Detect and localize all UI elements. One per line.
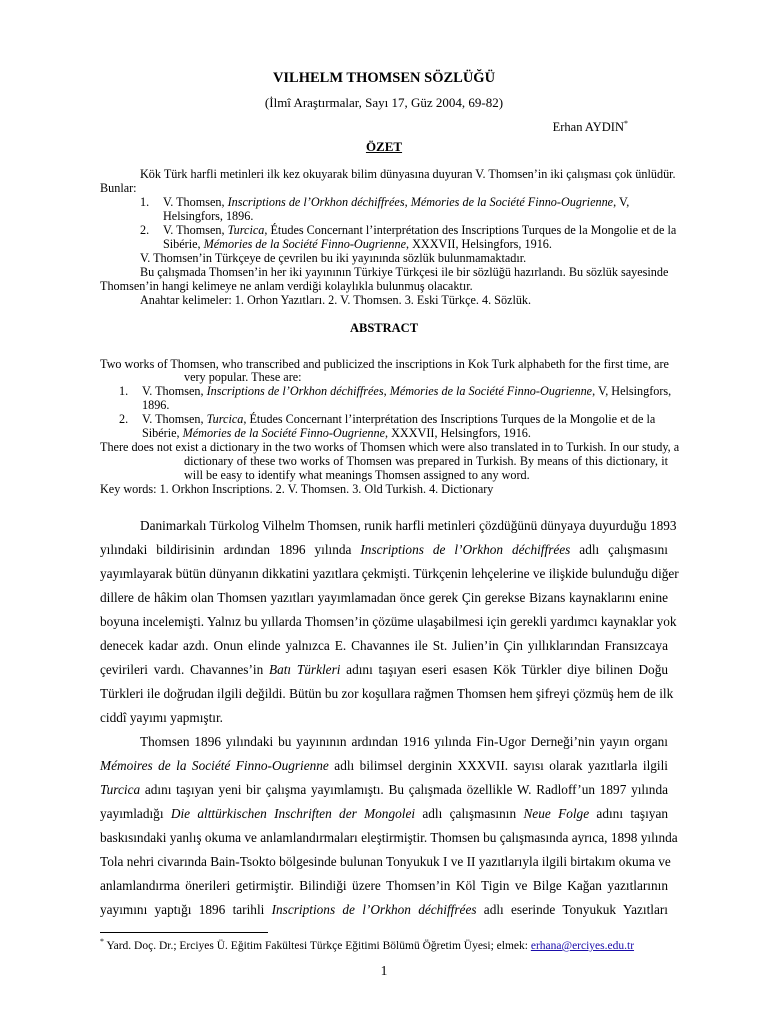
body-line: Mémoires de la Société Finno-Ougrienne adlı bilimsel derginin XXXVII. sayısı olarak yazıtlarla ilgili bbox=[100, 758, 668, 773]
body-line: Thomsen 1896 yılındaki bu yayınının ardından 1916 yılında Fin-Ugor Derneği’nin yayın organı bbox=[140, 734, 668, 749]
body-line: Danimarkalı Türkolog Vilhelm Thomsen, runik harfli metinleri çözdüğünü dünyaya duyurduğu 1893 bbox=[140, 518, 677, 533]
ozet-list-item-1: V. Thomsen, Inscriptions de l’Orkhon déchiffrées, Mémories de la Société Finno-Ougrienne, V, bbox=[163, 195, 630, 209]
body-line: yılındaki bildirisinin ardından 1896 yılında Inscriptions de l’Orkhon déchiffrées adlı çalışmasını bbox=[100, 542, 668, 557]
paper-citation: (İlmî Araştırmalar, Sayı 17, Güz 2004, 69-82) bbox=[264, 95, 504, 110]
ozet-keywords: Anahtar kelimeler: 1. Orhon Yazıtları. 2. V. Thomsen. 3. Eski Türkçe. 4. Sözlük. bbox=[140, 293, 532, 307]
body-line: dillere de hâkim olan Thomsen yazıtları yayımlamadan önce gerek Çin gerekse Bizans kaynaklarını enine bbox=[100, 590, 668, 605]
ozet-list-item-2: V. Thomsen, Turcica, Études Concernant l’interprétation des Inscriptions Turques de la Mongolie et de la bbox=[163, 223, 677, 237]
abstract-list-item-1: V. Thomsen, Inscriptions de l’Orkhon déchiffrées, Mémories de la Société Finno-Ougrienne, V, Helsingfors, bbox=[142, 384, 672, 398]
body-line: denecek kadar azdı. Onun elinde yalnızca E. Chavannes ile St. Julien’in Çin yıllıklarından Fransızcaya bbox=[100, 638, 668, 653]
body-line: yayımladığı Die alttürkischen Inschriften der Mongolei adlı çalışmasının Neue Folge adını taşıyan bbox=[100, 806, 669, 821]
body-line: çevirileri vardı. Chavannes’in Batı Türkleri adını taşıyan eseri esasen Kök Türkler diye bilinen Doğu bbox=[100, 662, 668, 677]
ozet-study-cont: Thomsen’in hangi kelimeye ne anlam verdiği kolaylıkla bulunmuş olacaktır. bbox=[100, 279, 473, 293]
abstract-paragraph: There does not exist a dictionary in the two works of Thomsen which were also translated in to Turkish. In our study, a bbox=[100, 440, 680, 454]
page-number: 1 bbox=[380, 963, 388, 978]
abstract-list-num-2: 2. bbox=[119, 412, 129, 426]
ozet-list-item-1-cont: Helsingfors, 1896. bbox=[163, 209, 254, 223]
abstract-list-item-1-cont: 1896. bbox=[142, 398, 170, 412]
body-line: boyuna incelemişti. Yalnız bu yıllarda Thomsen’in çözüme ulaşabilmesi için gerekli yardımcı kaynaklar yok bbox=[100, 614, 677, 629]
footnote: * Yard. Doç. Dr.; Erciyes Ü. Eğitim Fakültesi Türkçe Eğitimi Bölümü Öğretim Üyesi; elmek: erhana@erciyes.edu.tr bbox=[100, 937, 635, 952]
body-line: Türkleri ile doğrudan ilgili değildi. Bütün bu zor koşullara rağmen Thomsen hem şifreyi çözmüş hem de ilk bbox=[100, 686, 674, 701]
ozet-study: Bu çalışmada Thomsen’in her iki yayınının Türkiye Türkçesi ile bir sözlüğü hazırlandı. Bu sözlük sayesinde bbox=[140, 265, 669, 279]
body-line: Tola nehri civarında Bain-Tsokto bölgesinde bulunan Tonyukuk I ve II yazıtlarıyla ilgili birtakım okuma ve bbox=[100, 854, 671, 869]
paper-title: VILHELM THOMSEN SÖZLÜĞÜ bbox=[272, 70, 496, 86]
body-line: ciddî yayımı yapmıştır. bbox=[100, 710, 223, 725]
abstract-intro-cont: very popular. These are: bbox=[184, 370, 302, 384]
ozet-list-num-2: 2. bbox=[140, 223, 150, 237]
ozet-heading: ÖZET bbox=[365, 139, 403, 154]
body-line: yayımını yaptığı 1896 tarihli Inscriptions de l’Orkhon déchiffrées adlı eserinde Tonyukuk Yazıtları bbox=[100, 902, 669, 917]
author-email-link[interactable]: erhana@erciyes.edu.tr bbox=[530, 939, 635, 952]
ozet-intro: Kök Türk harfli metinleri ilk kez okuyarak bilim dünyasına duyuran V. Thomsen’in iki çalışması çok ünlüdür. bbox=[140, 167, 676, 181]
ozet-intro-cont: Bunlar: bbox=[100, 181, 137, 195]
abstract-paragraph-cont: dictionary of these two works of Thomsen was prepared in Turkish. By means of this dictionary, it bbox=[184, 454, 668, 468]
abstract-keywords: Key words: 1. Orkhon Inscriptions. 2. V. Thomsen. 3. Old Turkish. 4. Dictionary bbox=[100, 482, 494, 496]
body-line: anlamlandırma önerileri getirmiştir. Bilindiği üzere Thomsen’in Köl Tigin ve Bilge Kağan yazıtlarının bbox=[100, 878, 668, 893]
body-line: yayımlayarak bütün dünyanın dikkatini yazıtlara çekmişti. Türkçenin lehçelerine ve ilişkide bulunduğu diğer bbox=[100, 566, 679, 581]
abstract-list-item-2: V. Thomsen, Turcica, Études Concernant l’interprétation des Inscriptions Turques de la Mongolie et de la bbox=[142, 412, 656, 426]
body-line: Turcica adını taşıyan yeni bir çalışma yayımlamıştı. Bu çalışmada özellikle W. Radloff’un 1897 yılında bbox=[100, 782, 668, 797]
abstract-intro: Two works of Thomsen, who transcribed and publicized the inscriptions in Kok Turk alphabeth for the first time, are bbox=[100, 357, 669, 371]
ozet-list-num-1: 1. bbox=[140, 195, 150, 209]
abstract-list-item-2-cont: Sibérie, Mémories de la Société Finno-Ougrienne, XXXVII, Helsingfors, 1916. bbox=[142, 426, 531, 440]
ozet-list-item-2-cont: Sibérie, Mémories de la Société Finno-Ougrienne, XXXVII, Helsingfors, 1916. bbox=[163, 237, 552, 251]
body-line: baskısındaki yanlış okuma ve anlamlandırmaları eleştirmiştir. Thomsen bu çalışmasında ayrıca, 1898 yılında bbox=[100, 830, 678, 845]
ozet-note: V. Thomsen’in Türkçeye de çevrilen bu iki yayınında sözlük bulunmamaktadır. bbox=[140, 251, 527, 265]
abstract-heading: ABSTRACT bbox=[349, 321, 419, 335]
abstract-paragraph-end: will be easy to identify what meanings Thomsen assigned to any word. bbox=[184, 468, 530, 482]
author-name: Erhan AYDIN* bbox=[552, 119, 628, 135]
abstract-list-num-1: 1. bbox=[119, 384, 129, 398]
author-footnote-mark: * bbox=[624, 119, 628, 128]
footnote-separator bbox=[100, 932, 268, 933]
